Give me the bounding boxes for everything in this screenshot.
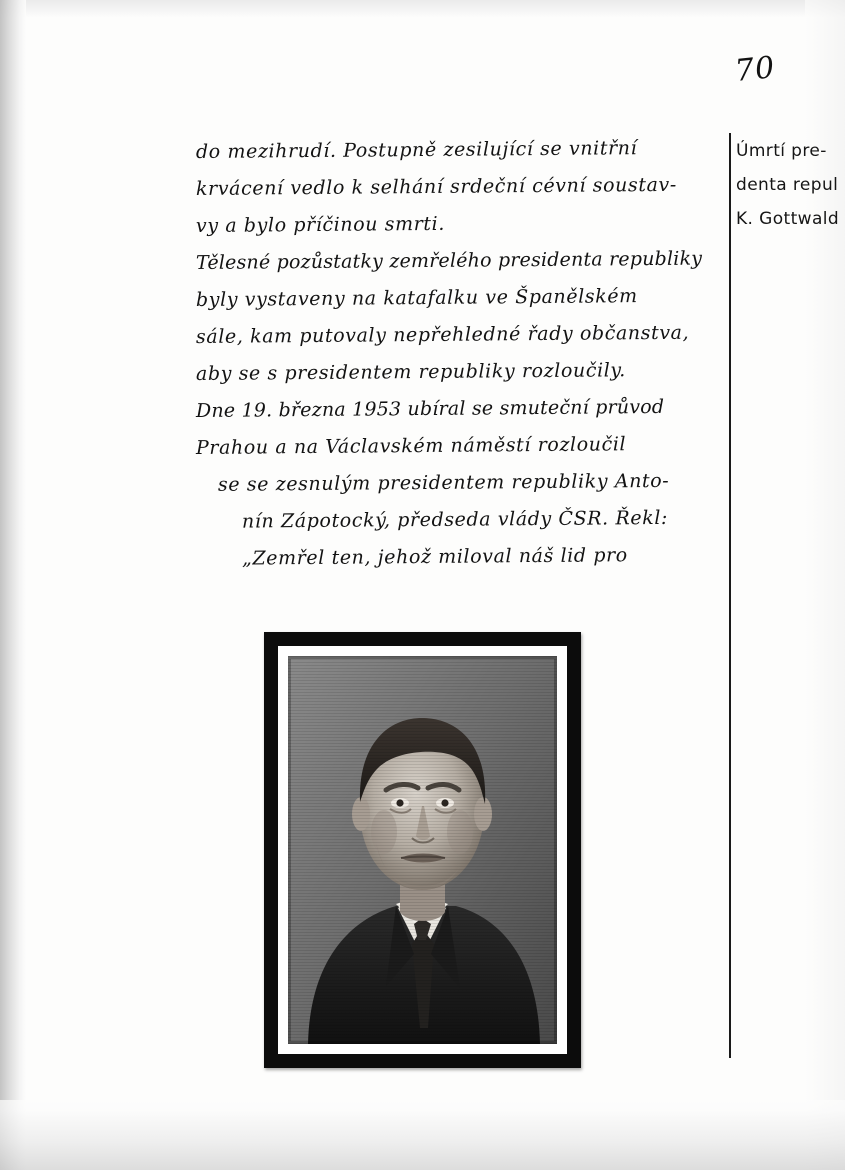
handwritten-body bbox=[196, 134, 736, 578]
margin-note bbox=[736, 134, 845, 236]
photograph-mount bbox=[278, 646, 567, 1054]
body-line: „Zemřel ten, jehož miloval náš lid pro bbox=[241, 544, 628, 570]
photograph-frame bbox=[264, 632, 581, 1068]
scan-edge-left bbox=[0, 0, 26, 1170]
body-line: krvácení vedlo k selhání srdeční cévní soustav- bbox=[195, 173, 677, 200]
body-line: Tělesné pozůstatky zemřelého presidenta republiky bbox=[195, 247, 703, 274]
margin-note-line: K. Gottwald bbox=[736, 209, 840, 229]
body-line: vy a bylo příčinou smrti. bbox=[195, 212, 446, 237]
body-line: do mezihrudí. Postupně zesilující se vnitřní bbox=[195, 137, 638, 163]
margin-note-line: Úmrtí pre- bbox=[736, 141, 827, 161]
scan-edge-top bbox=[0, 0, 845, 18]
portrait-photograph bbox=[288, 656, 557, 1044]
body-line: se se zesnulým presidentem republiky Anto- bbox=[217, 469, 670, 496]
body-line: sále, kam putovaly nepřehledné řady občanstva, bbox=[195, 321, 690, 348]
scan-edge-bottom bbox=[0, 1100, 845, 1170]
body-line: nín Zápotocký, předseda vlády ČSR. Řekl: bbox=[241, 506, 669, 533]
body-line: Prahou a na Václavském náměstí rozloučil bbox=[195, 433, 627, 459]
margin-note-line: denta repul bbox=[736, 175, 839, 195]
body-line: Dne 19. března 1953 ubíral se smuteční průvod bbox=[195, 395, 665, 422]
page-number: 70 bbox=[733, 49, 777, 90]
body-line: byly vystaveny na katafalku ve Španělském bbox=[195, 285, 638, 311]
body-line: aby se s presidentem republiky rozloučily. bbox=[195, 359, 626, 385]
